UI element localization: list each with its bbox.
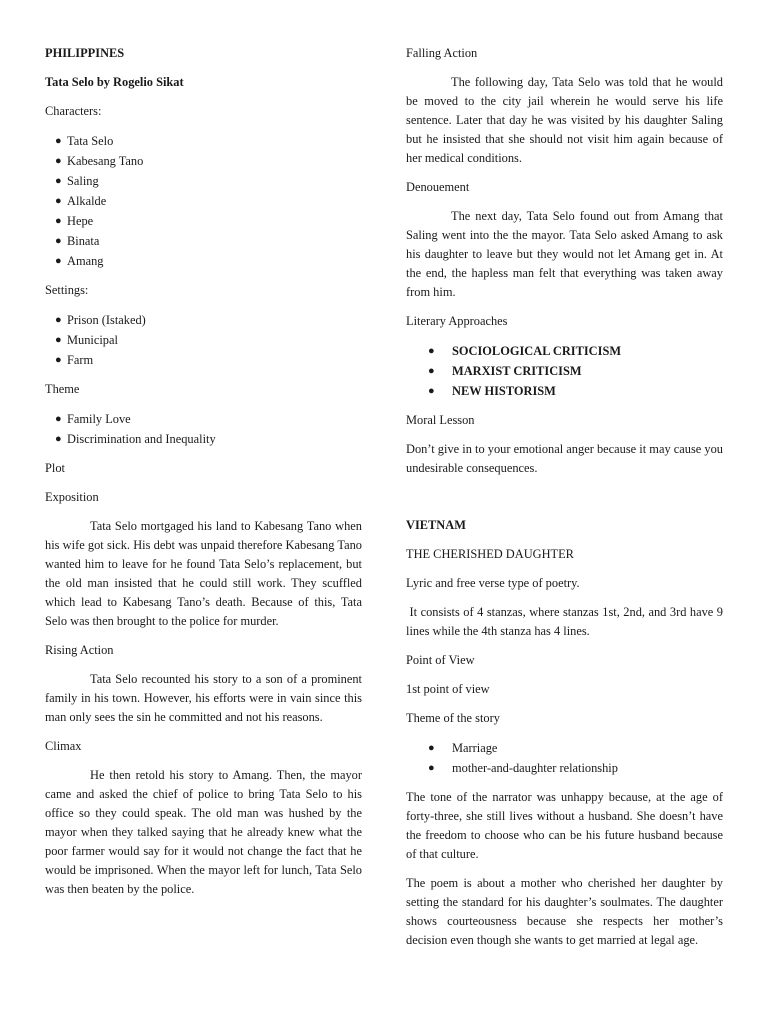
list-item: ● Municipal xyxy=(45,330,362,350)
list-item: ● Family Love xyxy=(45,409,362,429)
list-item: ● Binata xyxy=(45,231,362,251)
stanza-paragraph: It consists of 4 stanzas, where stanzas 1st, 2nd, and 3rd have 9 lines while the 4th stanza has 4 lines. xyxy=(406,605,727,638)
rising-action-label: Rising Action xyxy=(45,643,114,657)
tone-paragraph: The tone of the narrator was unhappy because, at the age of forty-three, she still lives without a husband. She doesn’t have the freedom to choose who can be his future husband because of that culture. xyxy=(406,790,723,861)
climax-label: Climax xyxy=(45,739,82,753)
list-item: ● SOCIOLOGICAL CRITICISM xyxy=(406,341,723,361)
bullet-icon: ● xyxy=(428,762,435,774)
characters-list xyxy=(45,131,362,271)
poem-title: THE CHERISHED DAUGHTER xyxy=(406,547,574,561)
bullet-icon: ● xyxy=(55,334,62,346)
right-column xyxy=(406,44,727,960)
theme-of-story-label: Theme of the story xyxy=(406,711,500,725)
moral-lesson-paragraph: Don’t give in to your emotional anger because it may cause you undesirable consequences. xyxy=(406,442,723,475)
list-item: ● MARXIST CRITICISM xyxy=(406,361,723,381)
list-item: ● Kabesang Tano xyxy=(45,151,362,171)
list-item: ● Farm xyxy=(45,350,362,370)
bullet-icon: ● xyxy=(55,433,62,445)
poem-summary-paragraph: The poem is about a mother who cherished her daughter by setting the standard for his daughter’s soulmates. The daughter shows courteousness because she respects her mother’s decision even though she wants to get married at legal age. xyxy=(406,876,723,947)
bullet-icon: ● xyxy=(55,215,62,227)
bullet-icon: ● xyxy=(428,385,435,397)
characters-label: Characters: xyxy=(45,104,102,118)
list-item: ● mother-and-daughter relationship xyxy=(406,758,723,778)
list-item: ● Amang xyxy=(45,251,362,271)
bullet-icon: ● xyxy=(55,413,62,425)
list-item: ● NEW HISTORISM xyxy=(406,381,723,401)
plot-label: Plot xyxy=(45,461,65,475)
country-heading-vietnam: VIETNAM xyxy=(406,518,466,532)
country-heading-philippines: PHILIPPINES xyxy=(45,46,125,60)
bullet-icon: ● xyxy=(428,365,435,377)
list-item: ● Prison (Istaked) xyxy=(45,310,362,330)
literary-approaches-list xyxy=(406,341,723,401)
bullet-icon: ● xyxy=(55,135,62,147)
point-of-view-label: Point of View xyxy=(406,653,475,667)
moral-lesson-label: Moral Lesson xyxy=(406,413,475,427)
poetry-type-text: Lyric and free verse type of poetry. xyxy=(406,576,580,590)
theme-label: Theme xyxy=(45,382,80,396)
bullet-icon: ● xyxy=(55,235,62,247)
point-of-view-value: 1st point of view xyxy=(406,682,490,696)
list-item: ● Discrimination and Inequality xyxy=(45,429,362,449)
bullet-icon: ● xyxy=(55,175,62,187)
settings-label: Settings: xyxy=(45,283,89,297)
list-item: ● Tata Selo xyxy=(45,131,362,151)
denouement-label: Denouement xyxy=(406,180,470,194)
bullet-icon: ● xyxy=(428,345,435,357)
list-item: ● Alkalde xyxy=(45,191,362,211)
exposition-label: Exposition xyxy=(45,490,99,504)
bullet-icon: ● xyxy=(55,354,62,366)
bullet-icon: ● xyxy=(428,742,435,754)
story-title: Tata Selo by Rogelio Sikat xyxy=(45,75,184,89)
literary-approaches-label: Literary Approaches xyxy=(406,314,508,328)
theme-list xyxy=(45,409,362,449)
falling-action-label: Falling Action xyxy=(406,46,478,60)
left-column xyxy=(45,44,362,909)
bullet-icon: ● xyxy=(55,255,62,267)
denouement-paragraph: The next day, Tata Selo found out from Amang that Saling went into the the mayor. Tata Selo asked Amang to ask his daughter to leave but they would not let Amang get in. At the end, the hapless man felt that everything was taken away from him. xyxy=(406,209,723,299)
bullet-icon: ● xyxy=(55,195,62,207)
settings-list xyxy=(45,310,362,370)
story-theme-list xyxy=(406,738,723,778)
list-item: ● Hepe xyxy=(45,211,362,231)
list-item: ● Marriage xyxy=(406,738,723,758)
bullet-icon: ● xyxy=(55,314,62,326)
bullet-icon: ● xyxy=(55,155,62,167)
climax-paragraph: He then retold his story to Amang. Then, the mayor came and asked the chief of police to bring Tata Selo to his office so they could speak. The old man was hushed by the mayor when they talked saying that he already knew what the poor farmer would say for it would not change the fact that he would be imprisoned. When the mayor left for lunch, Tata Selo was then beaten by the police. xyxy=(45,768,362,896)
falling-action-paragraph: The following day, Tata Selo was told that he would be moved to the city jail wherein he would serve his life sentence. Later that day he was visited by his daughter Saling but he insisted that she should not visit him again because of her medical conditions. xyxy=(406,75,723,165)
rising-action-paragraph: Tata Selo recounted his story to a son of a prominent family in his town. However, his efforts were in vain since this man only sees the sin he committed and not his reasons. xyxy=(45,672,362,724)
list-item: ● Saling xyxy=(45,171,362,191)
exposition-paragraph: Tata Selo mortgaged his land to Kabesang Tano when his wife got sick. His debt was unpaid therefore Kabesang Tano wanted him to leave for he found Tata Selo’s replacement, but the old man insisted that he could still work. They scuffled which lead to Kabesang Tano’s death. Because of this, Tata Selo was then brought to the police for murder. xyxy=(45,519,362,628)
